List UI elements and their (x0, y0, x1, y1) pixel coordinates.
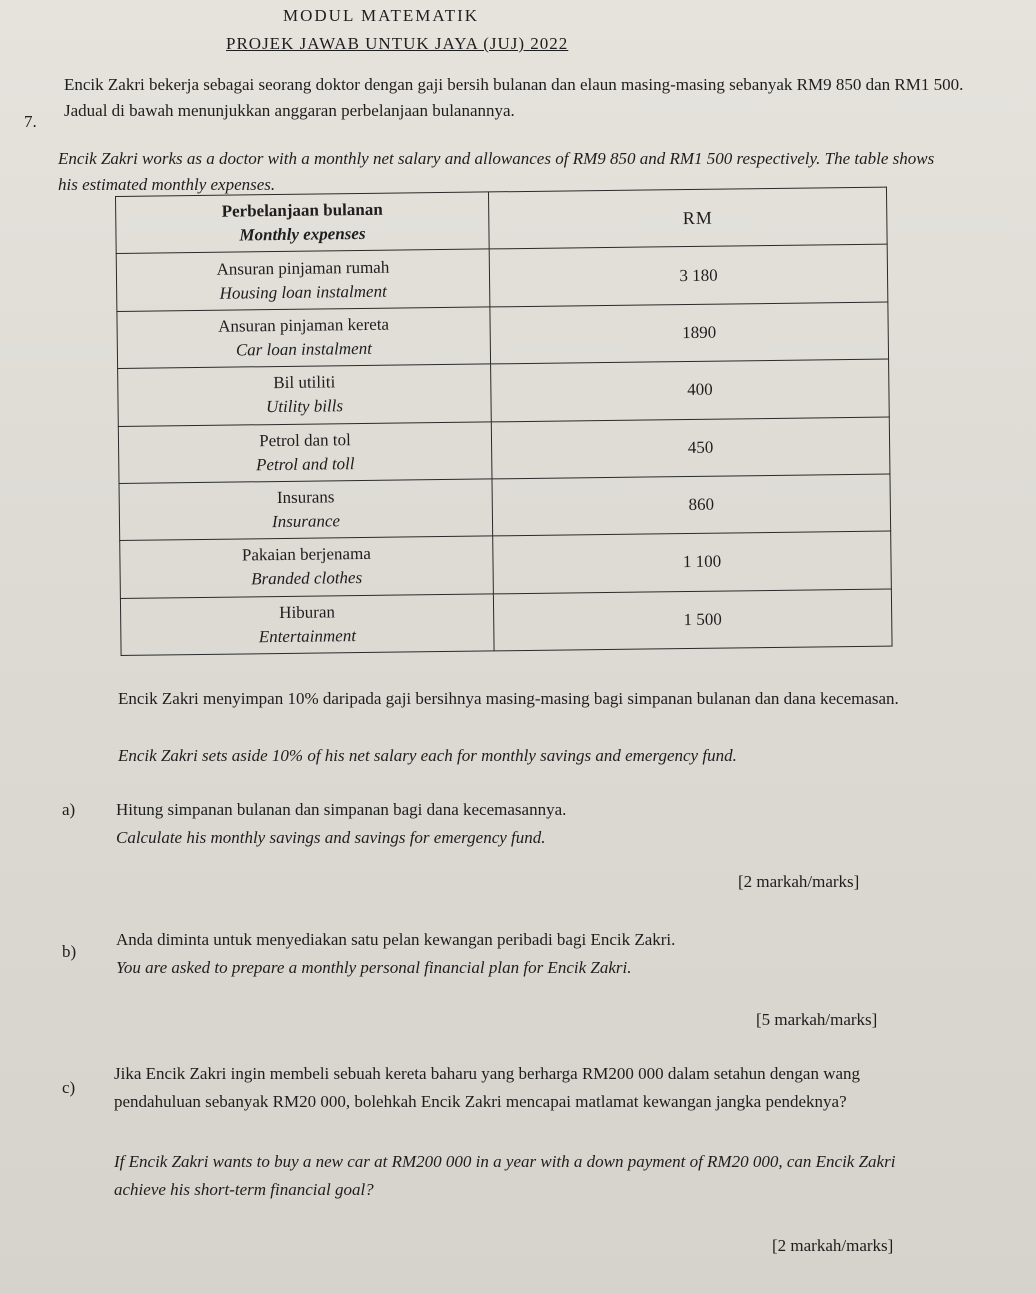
expense-english: Car loan instalment (235, 338, 372, 360)
part-a-label: a) (62, 800, 76, 819)
part-b-malay: Anda diminta untuk menyediakan satu pelan kewangan peribadi bagi Encik Zakri. (116, 930, 676, 949)
expense-amount: 1 500 (493, 589, 892, 651)
expense-amount: 1890 (490, 302, 889, 364)
expense-amount: 3 180 (489, 244, 888, 306)
expense-amount: 1 100 (493, 531, 892, 593)
header-english: Monthly expenses (239, 224, 366, 245)
part-a-marks: [2 markah/marks] (738, 872, 860, 891)
expense-amount: 860 (492, 474, 891, 536)
part-c-marks: [2 markah/marks] (772, 1236, 894, 1255)
part-b-label: b) (62, 942, 77, 961)
table-row (118, 359, 890, 426)
expense-label-cell (119, 479, 493, 541)
intro-malay: Encik Zakri bekerja sebagai seorang doktor dengan gaji bersih bulanan dan elaun masing-masing sebanyak RM9 850 dan RM1 500. Jadual di bawah menunjukkan anggaran perbelanjaan bulanannya. (64, 75, 964, 120)
expense-english: Insurance (271, 511, 341, 532)
expense-amount: 400 (491, 359, 890, 421)
expense-malay: Insurans (276, 487, 335, 508)
table-row (118, 417, 890, 484)
savings-english: Encik Zakri sets aside 10% of his net salary each for monthly savings and emergency fund. (118, 746, 737, 765)
expense-english: Branded clothes (251, 568, 363, 589)
table-row (119, 474, 891, 541)
part-b-english: You are asked to prepare a monthly personal financial plan for Encik Zakri. (116, 958, 632, 977)
part-c-malay: Jika Encik Zakri ingin membeli sebuah kereta baharu yang berharga RM200 000 dalam setahun dengan wang pendahuluan sebanyak RM20 000, bolehkah Encik Zakri mencapai matlamat kewangan jangka pendeknya? (114, 1064, 861, 1111)
expense-english: Entertainment (258, 625, 357, 647)
header-amount-cell: RM (488, 187, 887, 249)
expense-english: Petrol and toll (255, 453, 355, 474)
part-a-english: Calculate his monthly savings and savings for emergency fund. (116, 828, 546, 847)
expense-malay: Petrol dan tol (259, 429, 351, 450)
expense-malay: Ansuran pinjaman kereta (218, 314, 390, 336)
expenses-table (115, 187, 893, 656)
expense-label-cell (117, 307, 491, 369)
table-row (120, 589, 892, 656)
savings-malay: Encik Zakri menyimpan 10% daripada gaji bersihnya masing-masing bagi simpanan bulanan dan dana kecemasan. (118, 689, 899, 708)
expense-amount: 450 (491, 417, 890, 479)
table-header-row (116, 187, 888, 254)
intro-english: Encik Zakri works as a doctor with a monthly net salary and allowances of RM9 850 and RM1 500 respectively. The table shows his estimated monthly expenses. (58, 149, 935, 194)
expense-malay: Hiburan (279, 602, 336, 622)
part-c-label: c) (62, 1078, 76, 1097)
table-row (117, 302, 889, 369)
part-b-marks: [5 markah/marks] (756, 1010, 878, 1029)
expense-label-cell (118, 364, 492, 426)
project-title: PROJEK JAWAB UNTUK JAYA (JUJ) 2022 (226, 34, 569, 53)
expense-english: Utility bills (265, 396, 344, 417)
expense-english: Housing loan instalment (219, 281, 387, 303)
expense-label-cell (118, 421, 492, 483)
module-title: MODUL MATEMATIK (283, 6, 480, 25)
expense-malay: Pakaian berjenama (241, 544, 371, 565)
table-row (120, 531, 892, 598)
header-malay: Perbelanjaan bulanan (221, 199, 383, 221)
table-row (116, 244, 888, 311)
expense-label-cell (120, 536, 494, 598)
question-number: 7. (24, 112, 37, 131)
header-expenses-cell (116, 192, 490, 254)
expense-label-cell (120, 594, 494, 656)
expense-malay: Ansuran pinjaman rumah (216, 257, 390, 279)
expense-malay: Bil utiliti (273, 372, 336, 393)
expense-label-cell (116, 249, 490, 311)
part-a-malay: Hitung simpanan bulanan dan simpanan bagi dana kecemasannya. (116, 800, 567, 819)
part-c-english: If Encik Zakri wants to buy a new car at RM200 000 in a year with a down payment of RM20 000, can Encik Zakri achieve his short-term financial goal? (114, 1152, 896, 1199)
